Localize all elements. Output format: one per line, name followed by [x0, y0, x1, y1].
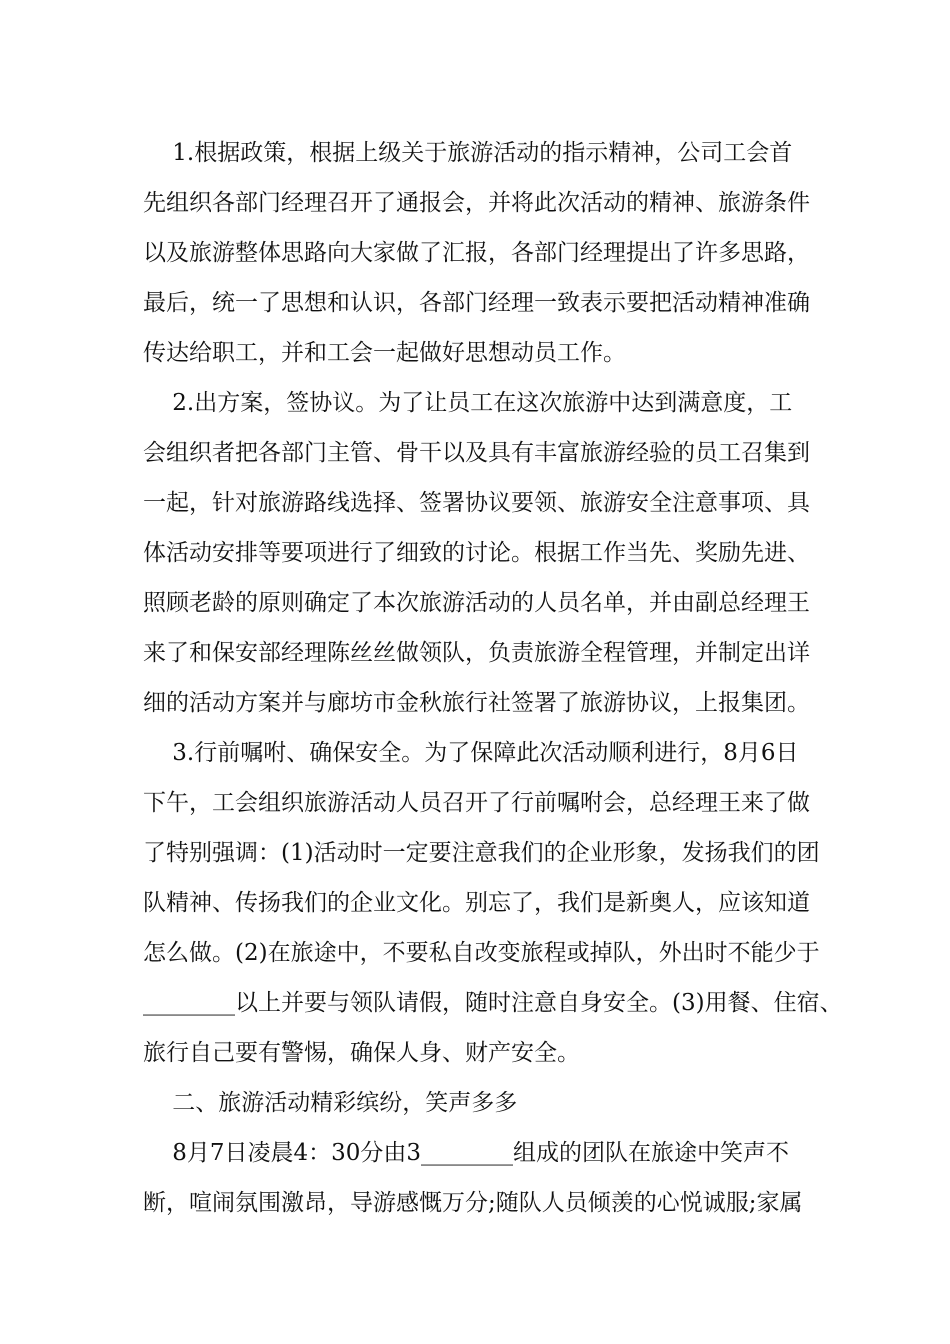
text-line: 下午，工会组织旅游活动人员召开了行前嘱咐会，总经理王来了做 — [143, 790, 810, 816]
text-line: 了特别强调：(1)活动时一定要注意我们的企业形象，发扬我们的团 — [143, 840, 820, 866]
section-heading: 二、旅游活动精彩缤纷，笑声多多 — [143, 1090, 518, 1116]
text-line: 1.根据政策，根据上级关于旅游活动的指示精神，公司工会首 — [143, 140, 793, 166]
text-line: 队精神、传扬我们的企业文化。别忘了，我们是新奥人，应该知道 — [143, 890, 810, 916]
text-line: 以及旅游整体思路向大家做了汇报，各部门经理提出了许多思路， — [143, 240, 810, 266]
text-line: 断，喧闹氛围激昂，导游感慨万分;随队人员倾羡的心悦诚服;家属 — [143, 1190, 803, 1216]
text-line: 8月7日凌晨4：30分由3________组成的团队在旅途中笑声不 — [143, 1140, 790, 1166]
text-line: 旅行自己要有警惕，确保人身、财产安全。 — [143, 1040, 580, 1066]
text-line: 细的活动方案并与廊坊市金秋旅行社签署了旅游协议，上报集团。 — [143, 690, 810, 716]
document-body — [143, 132, 843, 1232]
text-line: 会组织者把各部门主管、骨干以及具有丰富旅游经验的员工召集到 — [143, 440, 810, 466]
text-line: ________以上并要与领队请假，随时注意自身安全。(3)用餐、住宿、 — [143, 990, 843, 1016]
text-line: 体活动安排等要项进行了细致的讨论。根据工作当先、奖励先进、 — [143, 540, 810, 566]
text-line: 最后，统一了思想和认识，各部门经理一致表示要把活动精神准确 — [143, 290, 810, 316]
text-line: 怎么做。(2)在旅途中，不要私自改变旅程或掉队，外出时不能少于 — [143, 940, 820, 966]
text-line: 来了和保安部经理陈丝丝做领队，负责旅游全程管理，并制定出详 — [143, 640, 810, 666]
text-line: 3.行前嘱咐、确保安全。为了保障此次活动顺利进行，8月6日 — [143, 740, 799, 766]
text-line: 先组织各部门经理召开了通报会，并将此次活动的精神、旅游条件 — [143, 190, 810, 216]
text-line: 照顾老龄的原则确定了本次旅游活动的人员名单，并由副总经理王 — [143, 590, 810, 616]
text-line: 传达给职工，并和工会一起做好思想动员工作。 — [143, 340, 626, 366]
text-line: 2.出方案，签协议。为了让员工在这次旅游中达到满意度，工 — [143, 390, 793, 416]
text-line: 一起，针对旅游路线选择、签署协议要领、旅游安全注意事项、具 — [143, 490, 810, 516]
